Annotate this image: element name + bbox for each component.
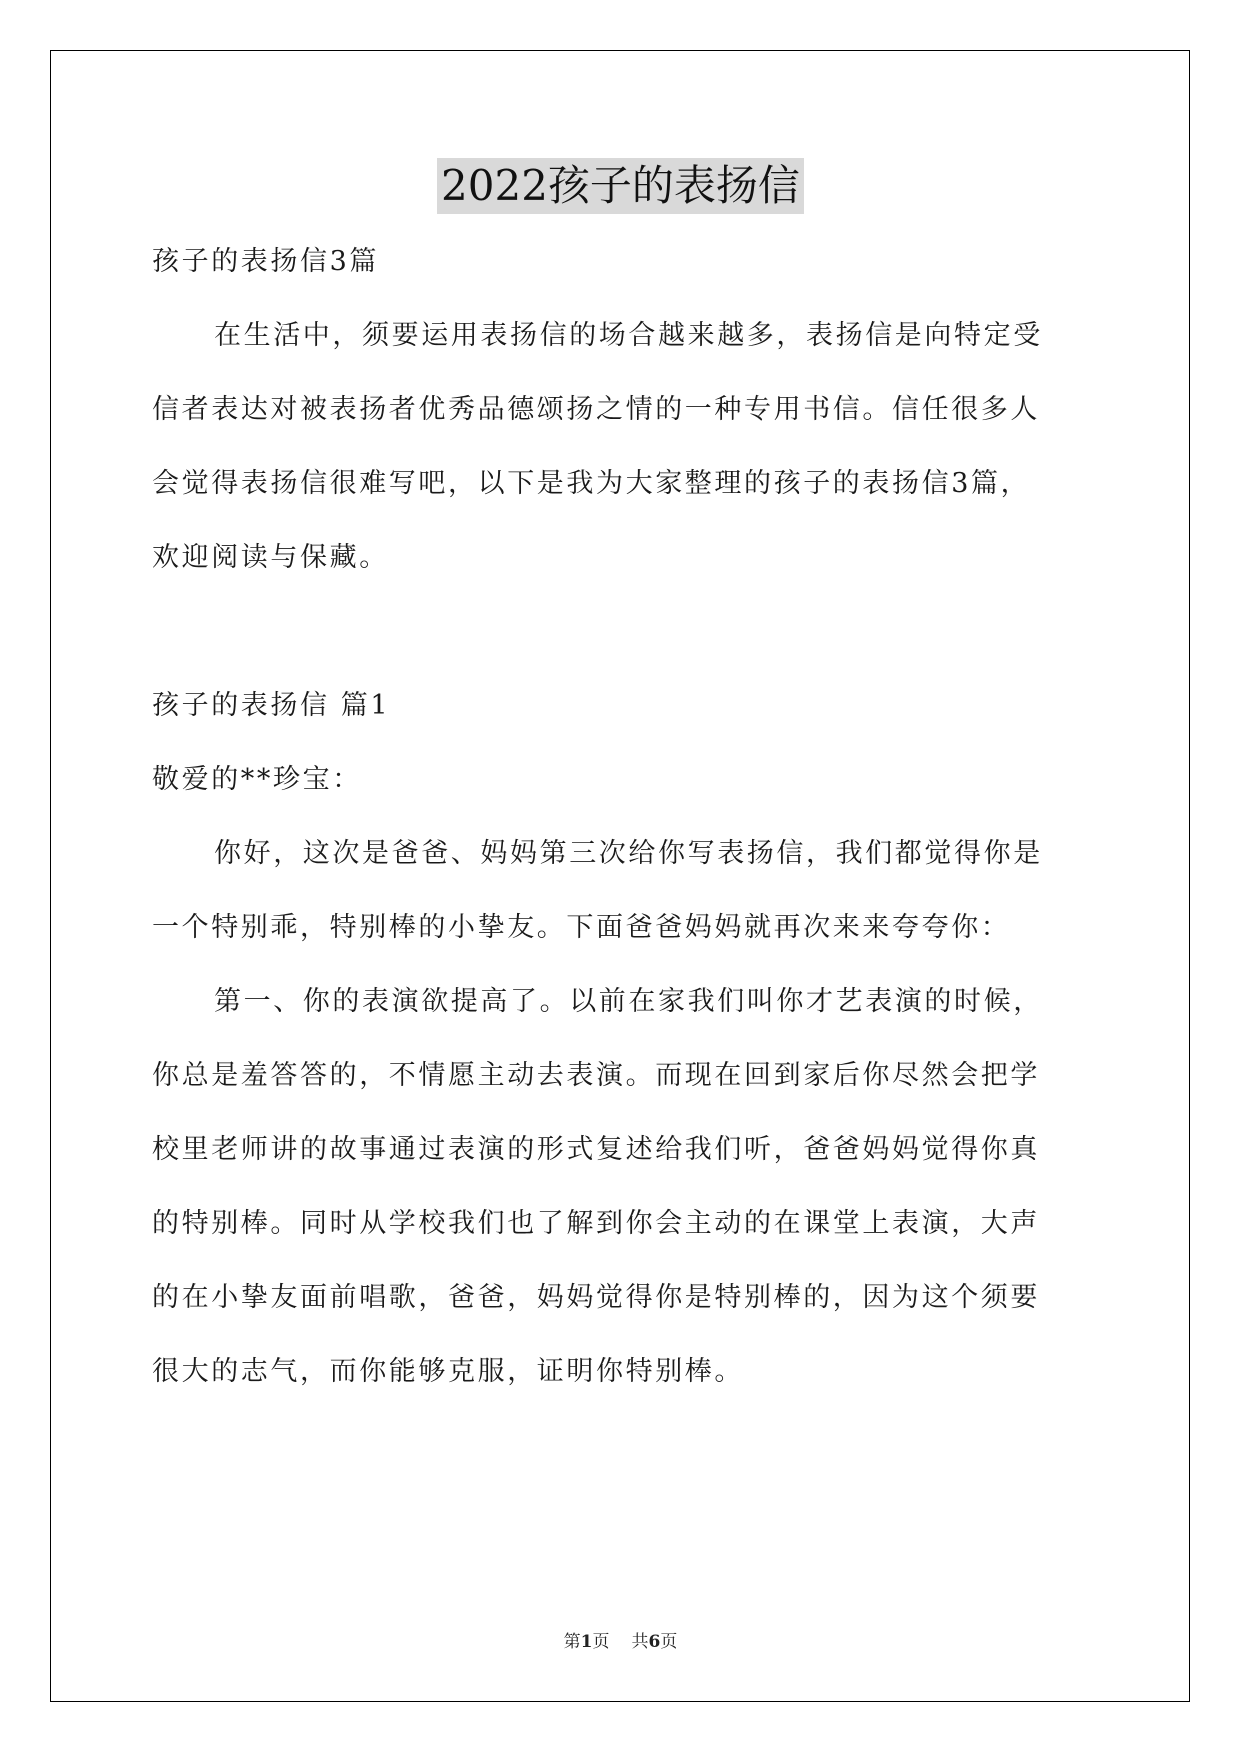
intro-line-3: 会觉得表扬信很难写吧，以下是我为大家整理的孩子的表扬信3篇， (152, 468, 1031, 499)
para2-line-3: 校里老师讲的故事通过表演的形式复述给我们听，爸爸妈妈觉得你真 (152, 1134, 1040, 1165)
title-container (0, 158, 1241, 214)
document-title: 2022孩子的表扬信 (437, 158, 804, 214)
footer-page-suffix: 页 (592, 1632, 610, 1652)
intro-line-2: 信者表达对被表扬者优秀品德颂扬之情的一种专用书信。信任很多人 (152, 394, 1040, 425)
footer-total-prefix: 共 (631, 1632, 649, 1652)
subtitle: 孩子的表扬信3篇 (152, 246, 379, 277)
page-border (50, 50, 1190, 1702)
section-heading: 孩子的表扬信 篇1 (152, 690, 391, 721)
para2-line-6: 很大的志气，而你能够克服，证明你特别棒。 (152, 1356, 744, 1387)
para2-line-4: 的特别棒。同时从学校我们也了解到你会主动的在课堂上表演，大声 (152, 1208, 1040, 1239)
para2-line-5: 的在小挚友面前唱歌，爸爸，妈妈觉得你是特别棒的，因为这个须要 (152, 1282, 1040, 1313)
para1-line-1: 你好，这次是爸爸、妈妈第三次给你写表扬信，我们都觉得你是 (214, 838, 1043, 869)
footer-page-total: 6 (648, 1632, 661, 1652)
footer-page-current: 1 (580, 1632, 593, 1652)
para2-line-1: 第一、你的表演欲提高了。以前在家我们叫你才艺表演的时候， (214, 986, 1043, 1017)
salutation: 敬爱的**珍宝： (152, 764, 362, 795)
intro-line-4: 欢迎阅读与保藏。 (152, 542, 389, 573)
footer-page-prefix: 第 (563, 1632, 581, 1652)
para2-line-2: 你总是羞答答的，不情愿主动去表演。而现在回到家后你尽然会把学 (152, 1060, 1040, 1091)
footer-total-suffix: 页 (660, 1632, 678, 1652)
para1-line-2: 一个特别乖，特别棒的小挚友。下面爸爸妈妈就再次来来夸夸你： (152, 912, 1011, 943)
intro-line-1: 在生活中，须要运用表扬信的场合越来越多，表扬信是向特定受 (214, 320, 1043, 351)
page-footer (0, 1631, 1241, 1653)
